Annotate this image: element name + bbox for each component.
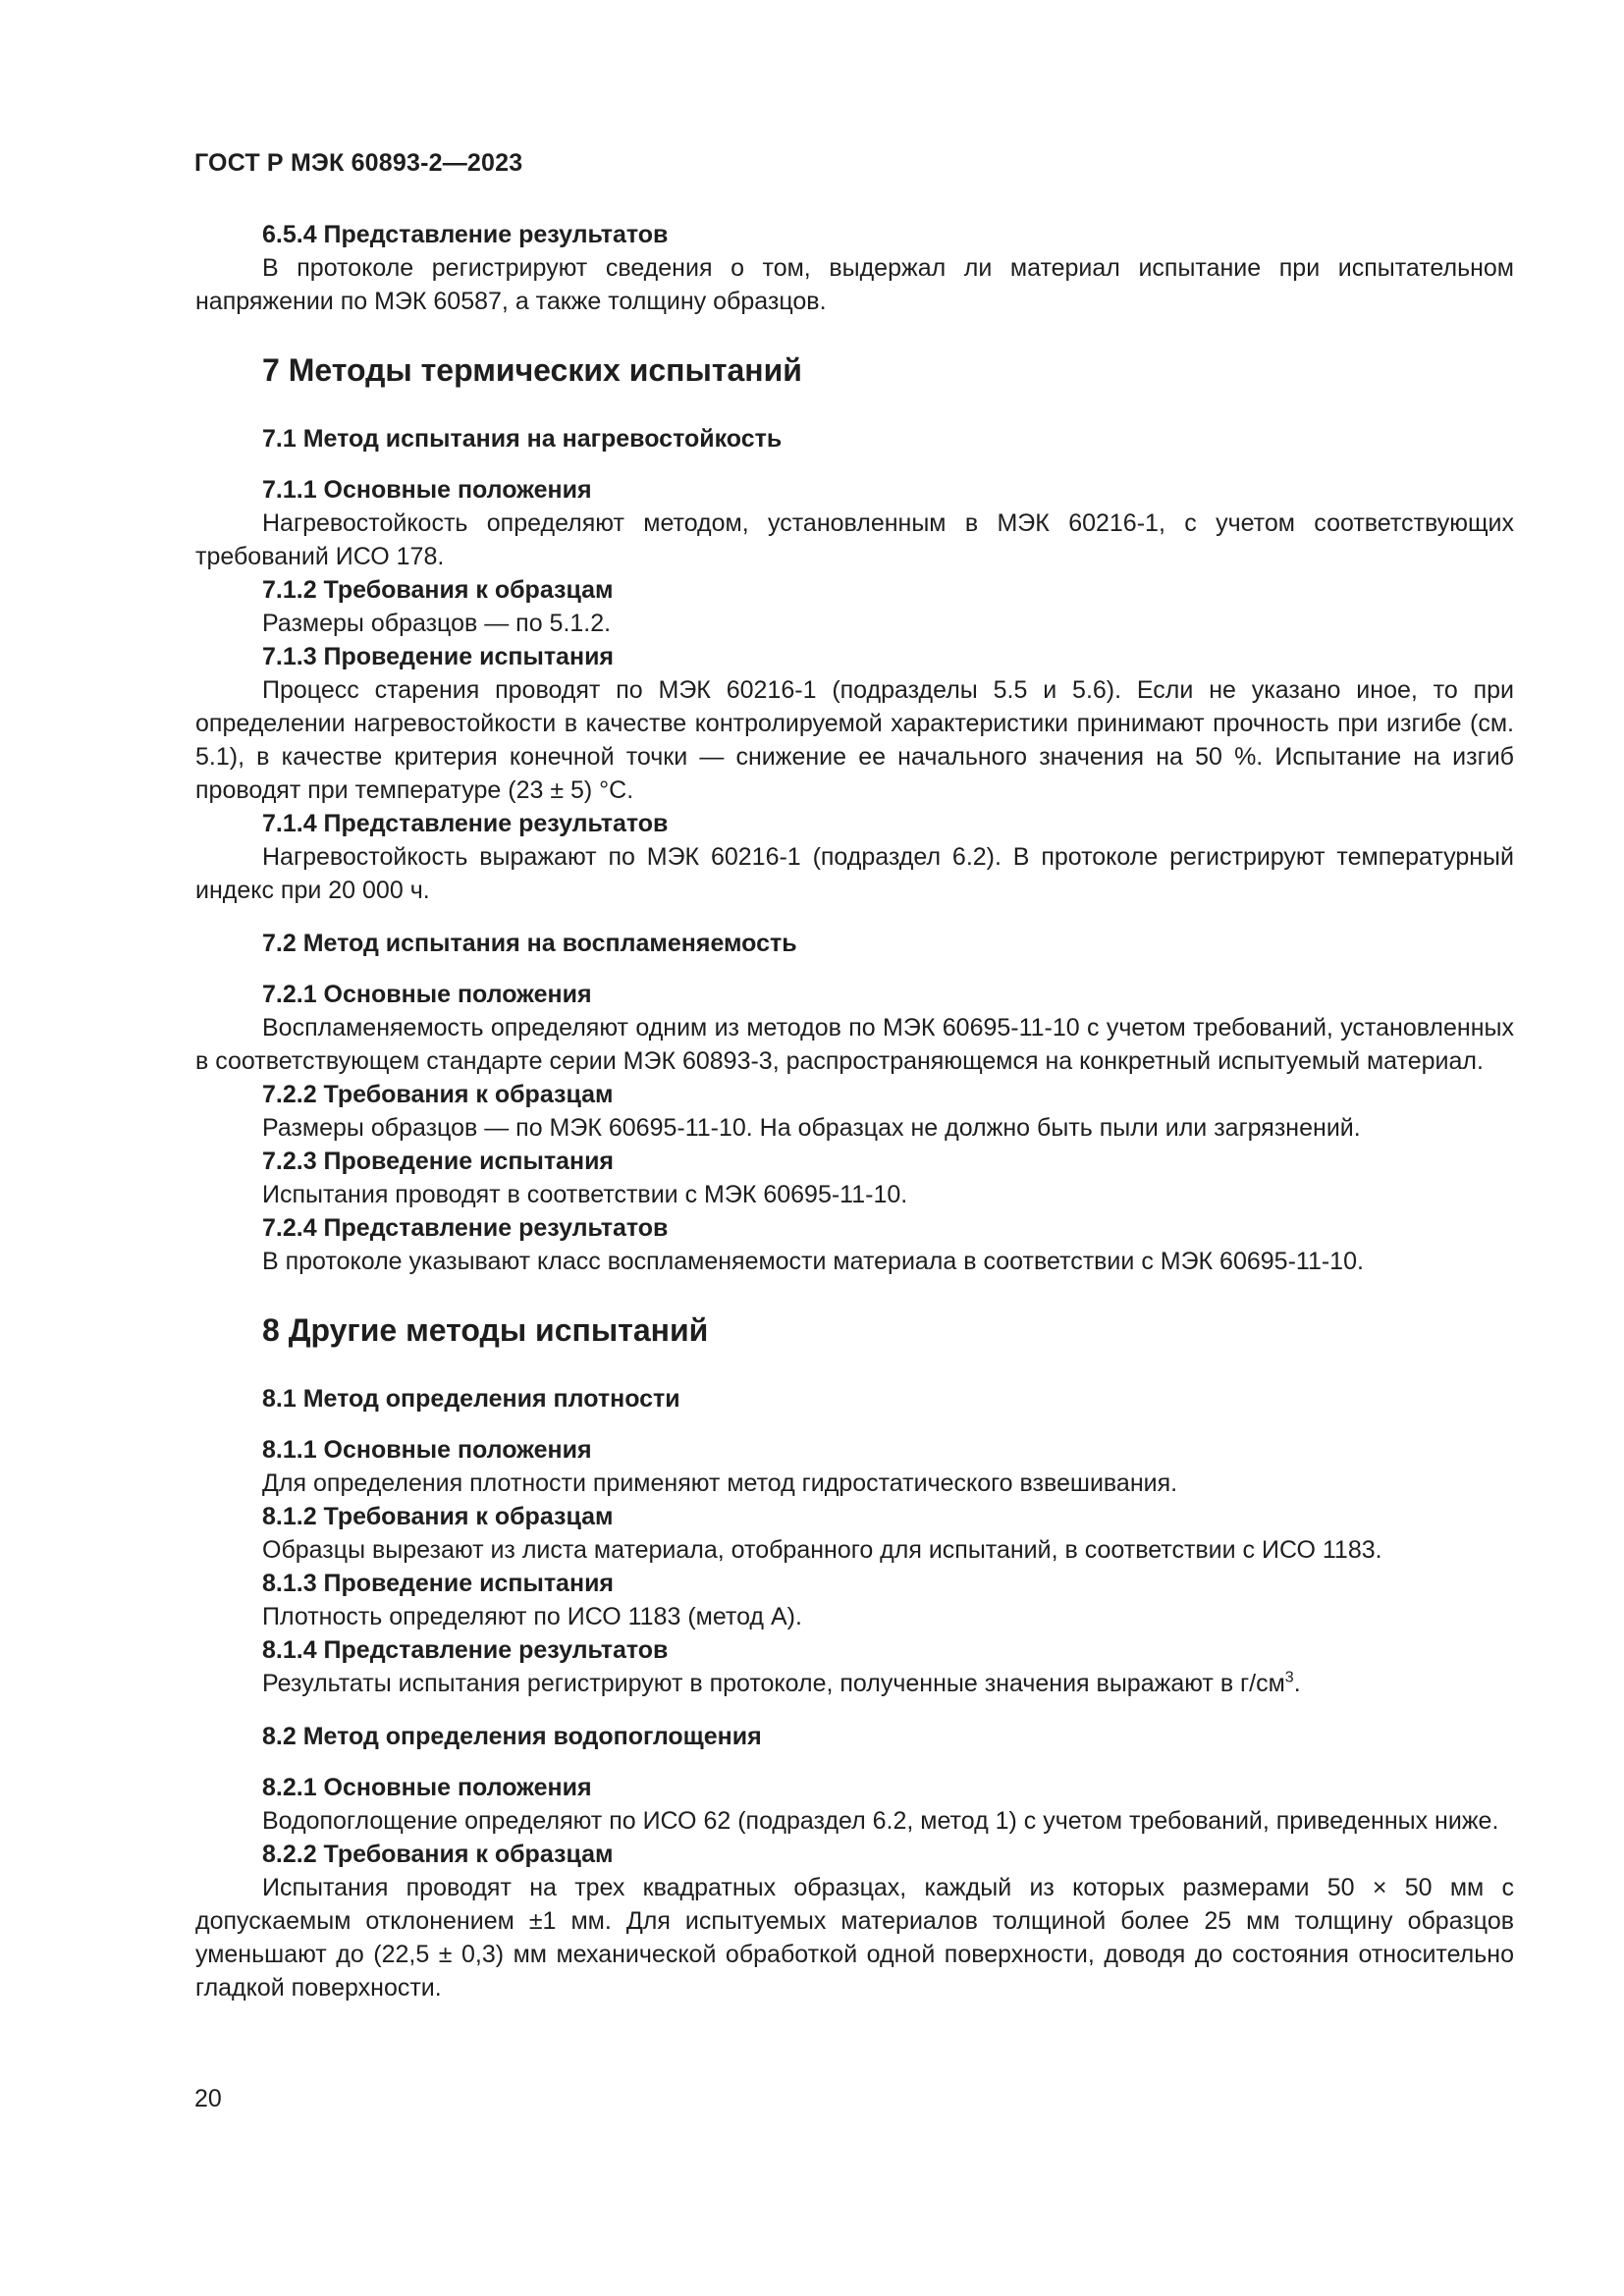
subsection-7-2-1-text: Воспламеняемость определяют одним из методов по МЭК 60695-11-10 с учетом требований, установленных в соответствующем стандарте серии МЭК 60893-3, распространяющемся на конкретный испытуемый материал. <box>195 1014 1514 1075</box>
subsection-8-1-1-title: 8.1.1 Основные положения <box>262 1436 592 1464</box>
subsection-6-5-4-title: 6.5.4 Представление результатов <box>262 221 669 248</box>
subsection-6-5-4-text: В протоколе регистрируют сведения о том, выдержал ли материал испытание при испытательном напряжении по МЭК 60587, а также толщину образцов. <box>195 254 1514 315</box>
subsection-7-1-2-title: 7.1.2 Требования к образцам <box>262 576 614 604</box>
subsection-7-2-4-title: 7.2.4 Представление результатов <box>262 1214 669 1242</box>
subsection-7-2-3-text: Испытания проводят в соответствии с МЭК 60695-11-10. <box>262 1181 908 1208</box>
subsection-7-1-title: 7.1 Метод испытания на нагревостойкость <box>262 425 783 453</box>
subsection-7-1-1-text: Нагревостойкость определяют методом, установленным в МЭК 60216-1, с учетом соответствующих требований ИСО 178. <box>195 509 1514 570</box>
subsection-7-2-2-text: Размеры образцов — по МЭК 60695-11-10. На образцах не должно быть пыли или загрязнений. <box>262 1114 1361 1142</box>
subsection-8-2-1-text: Водопоглощение определяют по ИСО 62 (подраздел 6.2, метод 1) с учетом требований, приведенных ниже. <box>262 1807 1499 1835</box>
subsection-7-1-4-title: 7.1.4 Представление результатов <box>262 810 669 837</box>
subsection-7-2-4-text: В протоколе указывают класс воспламеняемости материала в соответствии с МЭК 60695-11-10. <box>262 1248 1364 1275</box>
document-body <box>195 218 1514 2004</box>
subsection-7-1-4-text: Нагревостойкость выражают по МЭК 60216-1 (подраздел 6.2). В протоколе регистрируют температурный индекс при 20 000 ч. <box>195 843 1514 904</box>
superscript-3: 3 <box>1284 1669 1294 1686</box>
subsection-8-1-3-title: 8.1.3 Проведение испытания <box>262 1570 615 1597</box>
subsection-7-2-2-title: 7.2.2 Требования к образцам <box>262 1081 614 1108</box>
subsection-8-1-2-text: Образцы вырезают из листа материала, отобранного для испытаний, в соответствии с ИСО 1183. <box>262 1536 1382 1564</box>
subsection-7-1-1-title: 7.1.1 Основные положения <box>262 476 592 504</box>
subsection-7-1-2-text: Размеры образцов — по 5.1.2. <box>262 610 612 637</box>
subsection-8-2-1-title: 8.2.1 Основные положения <box>262 1774 592 1801</box>
subsection-8-1-3-text: Плотность определяют по ИСО 1183 (метод А). <box>262 1603 802 1630</box>
subsection-7-1-3-text: Процесс старения проводят по МЭК 60216-1 (подразделы 5.5 и 5.6). Если не указано иное, то при определении нагревостойкости в качестве контролируемой характеристики принимают прочность при изгибе (см. 5.1), в качестве критерия конечной точки — снижение ее начального значения на 50 %. Испытание на изгиб проводят при температуре (23 ± 5) °С. <box>195 676 1514 804</box>
section-7-title: 7 Методы термических испытаний <box>262 352 802 388</box>
subsection-8-1-4-text-main: Результаты испытания регистрируют в протоколе, полученные значения выражают в г/см <box>262 1670 1285 1697</box>
subsection-8-2-2-text: Испытания проводят на трех квадратных образцах, каждый из которых размерами 50 × 50 мм с допускаемым отклонением ±1 мм. Для испытуемых материалов толщиной более 25 мм толщину образцов уменьшают до (22,5 ± 0,3) мм механической обработкой одной поверхности, доводя до состояния относительно гладкой поверхности. <box>195 1874 1514 2002</box>
document-header: ГОСТ Р МЭК 60893-2—2023 <box>194 149 523 177</box>
subsection-8-1-title: 8.1 Метод определения плотности <box>262 1385 680 1413</box>
subsection-8-1-4-title: 8.1.4 Представление результатов <box>262 1636 669 1664</box>
subsection-7-1-3-title: 7.1.3 Проведение испытания <box>262 643 615 670</box>
subsection-7-2-1-title: 7.2.1 Основные положения <box>262 981 592 1008</box>
subsection-8-1-1-text: Для определения плотности применяют метод гидростатического взвешивания. <box>262 1469 1178 1497</box>
subsection-7-2-title: 7.2 Метод испытания на воспламеняемость <box>262 930 797 957</box>
page-number: 20 <box>194 2085 222 2112</box>
subsection-8-1-4-text <box>195 1667 1514 1700</box>
subsection-8-2-2-title: 8.2.2 Требования к образцам <box>262 1841 614 1868</box>
subsection-8-2-title: 8.2 Метод определения водопоглощения <box>262 1723 762 1750</box>
section-8-title: 8 Другие методы испытаний <box>262 1312 709 1348</box>
subsection-7-2-3-title: 7.2.3 Проведение испытания <box>262 1148 615 1175</box>
subsection-8-1-4-text-end: . <box>1293 1670 1301 1697</box>
subsection-8-1-2-title: 8.1.2 Требования к образцам <box>262 1503 614 1530</box>
